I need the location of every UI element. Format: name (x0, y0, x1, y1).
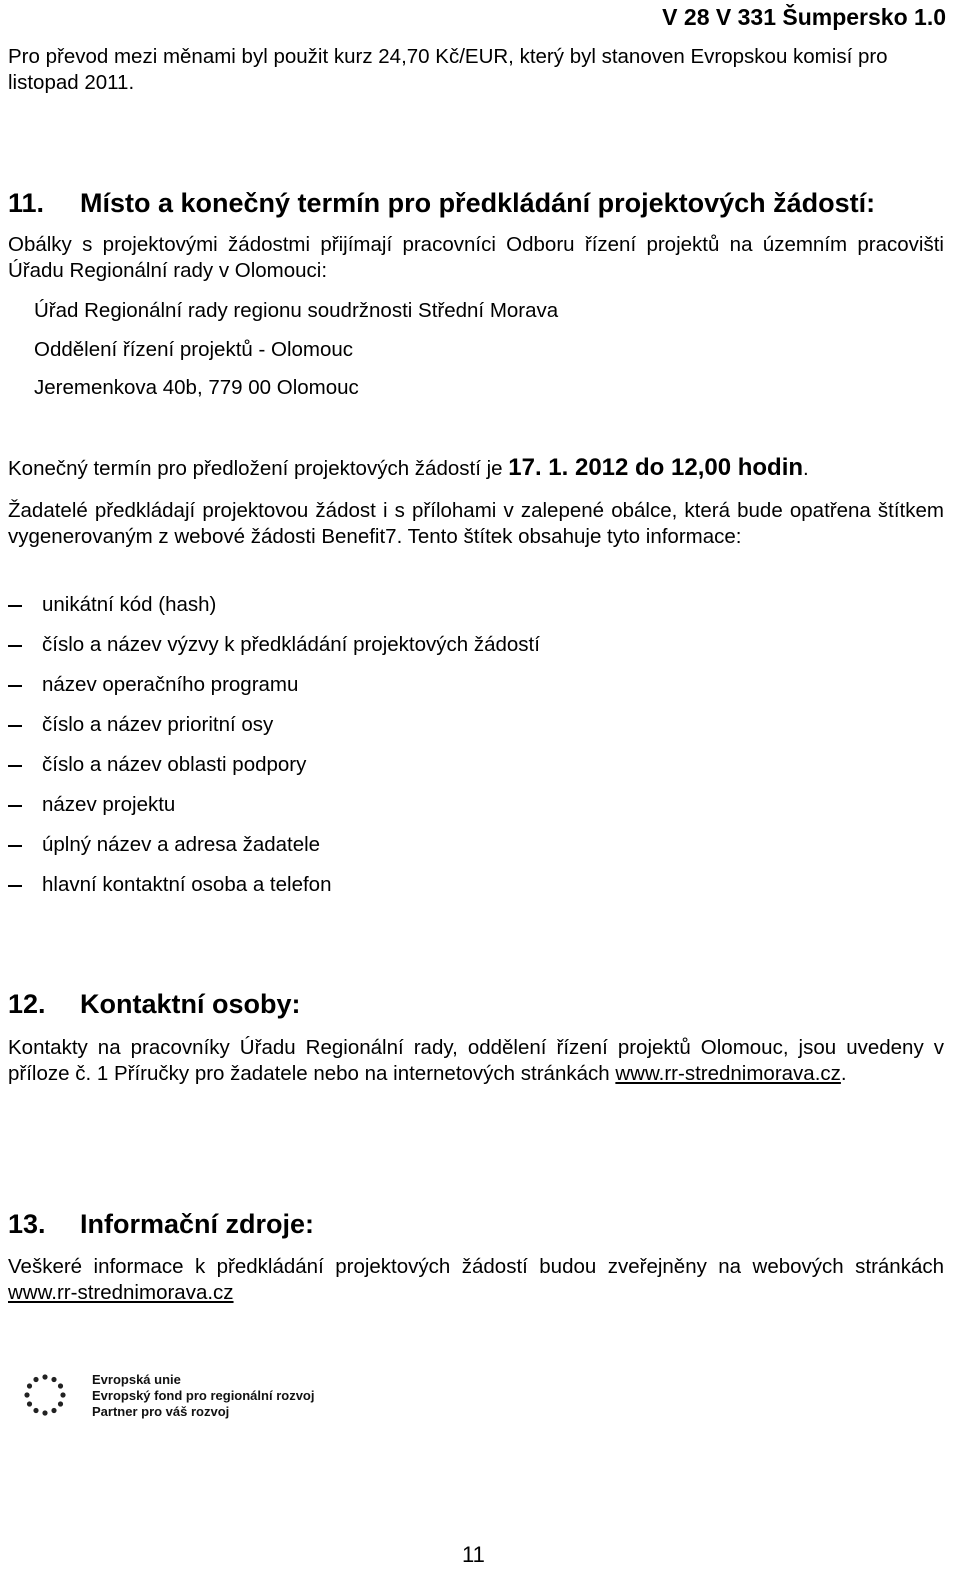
dash-bullet-icon (8, 765, 22, 767)
dash-bullet-icon (8, 645, 22, 647)
dash-bullet-icon (8, 885, 22, 887)
label-info-paragraph: Žadatelé předkládají projektovou žádost i s přílohami v zalepené obálce, která bude opatřena štítkem vygenerovaným z webové žádosti Benefit7. Tento štítek obsahuje tyto informace: (8, 499, 944, 548)
section-13-title: Informační zdroje: (80, 1209, 315, 1239)
submission-deadline (8, 455, 809, 482)
address-line-1: Úřad Regionální rady regionu soudržnosti Střední Morava (34, 299, 559, 322)
dash-bullet-icon (8, 725, 22, 727)
section-11-number: 11. (8, 188, 45, 218)
info-sources-text: Veškeré informace k předkládání projektových žádostí budou zveřejněny na webových stránkách (8, 1255, 944, 1278)
dash-bullet-icon (8, 605, 22, 607)
section-11-title: Místo a konečný termín pro předkládání projektových žádostí: (80, 188, 876, 218)
document-id-header: V 28 V 331 Šumpersko 1.0 (662, 4, 946, 30)
section-12-heading (8, 987, 301, 1021)
address-line-3: Jeremenkova 40b, 779 00 Olomouc (34, 376, 359, 399)
address-line-2: Oddělení řízení projektů - Olomouc (34, 338, 354, 361)
contacts-suffix: . (840, 1062, 847, 1085)
contacts-text: Kontakty na pracovníky Úřadu Regionální rady, oddělení řízení projektů Olomouc, jsou uvedeny v příloze č. 1 Příručky pro žadatele nebo na internetových stránkách (8, 1036, 944, 1085)
section-12-number: 12. (8, 989, 46, 1019)
page-number: 11 (462, 1542, 485, 1567)
document-page: V 28 V 331 Šumpersko 1.0 Pro převod mezi měnami byl použit kurz 24,70 Kč/EUR, který byl stanoven Evropskou komisí pro listopad 2011. 11. Místo a konečný termín pro předkládání projektových žádostí: Obálky s projektovými žádostmi přijímají pracovníci Odboru řízení projektů na územním pracovišti Úřadu Regionální rady v Olomouci: Úřad Regionální rady regionu soudržnosti Střední Morava Oddělení řízení projektů - Olomouc Jeremenkova 40b, 779 00 Olomouc Konečný termín pro předložení projektových žádostí je 17. 1. 2012 do 12,00 hodin. Žadatelé předkládají projektovou žádost i s přílohami v zalepené obálce, která bude opatřena štítkem vygenerovaným z webové žádosti Benefit7. Tento štítek obsahuje tyto informace: unikátní kód (hash) číslo a název výzvy k předkládání projektových žádostí název operačního programu číslo a název prioritní osy číslo a název oblasti podpory název projektu úplný název a adresa žadatele hlavní kontaktní osoba a telefon 12. Kontaktní osoby: Kontakty na pracovníky Úřadu Regionální rady, oddělení řízení projektů Olomouc, jsou uvedeny v příloze č. 1 Příručky pro žadatele nebo na internetových stránkách www.rr-strednimorava.cz. 13. Informační zdroje: Veškeré informace k předkládání projektových žádostí budou zveřejněny na webových stránkách www.rr-strednimorava.cz Evropská unie Evropský fond pro regionální rozvoj Partner pro váš rozvoj 11 (8, 4, 946, 1567)
section-11-paragraph: Obálky s projektovými žádostmi přijímají pracovníci Odboru řízení projektů na územním pracovišti Úřadu Regionální rady v Olomouci: (8, 233, 944, 282)
website-link[interactable]: www.rr-strednimorava.cz (615, 1062, 841, 1085)
section-12-title: Kontaktní osoby: (80, 989, 301, 1019)
deadline-prefix: Konečný termín pro předložení projektových žádostí je (8, 457, 509, 480)
eu-logo-text: Evropská unie Evropský fond pro regionální rozvoj Partner pro váš rozvoj (92, 1372, 315, 1419)
dash-bullet-icon (8, 685, 22, 687)
eu-flag-icon (14, 1368, 76, 1424)
website-link[interactable]: www.rr-strednimorava.cz (8, 1281, 234, 1304)
dash-bullet-icon (8, 845, 22, 847)
eu-erdf-logo (14, 1368, 354, 1424)
dash-bullet-icon (8, 805, 22, 807)
section-13-number: 13. (8, 1209, 46, 1239)
section-13-paragraph (8, 1254, 944, 1306)
exchange-rate-note: Pro převod mezi měnami byl použit kurz 24,70 Kč/EUR, který byl stanoven Evropskou komisí pro listopad 2011. (8, 45, 888, 94)
section-12-paragraph (8, 1035, 944, 1087)
deadline-value: 17. 1. 2012 do 12,00 hodin (508, 454, 804, 481)
section-13-heading (8, 1207, 314, 1241)
section-11-heading (8, 186, 948, 220)
deadline-suffix: . (803, 457, 809, 480)
